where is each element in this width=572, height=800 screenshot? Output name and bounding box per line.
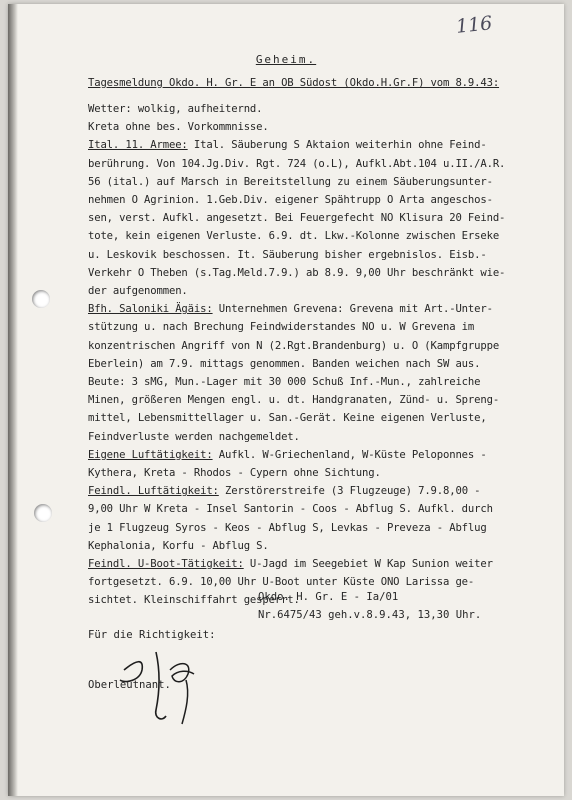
section-heading: Eigene Luftätigkeit: — [88, 448, 213, 461]
report-line: Wetter: wolkig, aufheiternd. — [88, 103, 263, 115]
report-line: berührung. Von 104.Jg.Div. Rgt. 724 (o.L), Aufkl.Abt.104 u.II./A.R. — [88, 157, 506, 170]
report-line: Verkehr O Theben (s.Tag.Meld.7.9.) ab 8.9. 9,00 Uhr beschränkt wie- — [88, 266, 506, 279]
report-line — [88, 557, 493, 571]
report-line — [88, 138, 487, 152]
report-line: sen, verst. Aufkl. angesetzt. Bei Feuergefecht NO Klisura 20 Feind- — [88, 212, 506, 225]
report-line — [88, 484, 480, 498]
report-line: 56 (ital.) auf Marsch in Bereitstellung zu einem Säuberungsunter- — [88, 175, 493, 188]
page-edge-shadow — [8, 4, 18, 796]
section-heading: Feindl. Luftätigkeit: — [88, 485, 219, 498]
report-line: fortgesetzt. 6.9. 10,00 Uhr U-Boot unter Küste ONO Larissa ge- — [88, 576, 475, 589]
report-line: mittel, Lebensmittellager u. San.-Gerät. Keine eigenen Verluste, — [88, 412, 487, 425]
report-line: u. Leskovik beschossen. It. Säuberung bisher ergebnislos. Eisb.- — [88, 248, 487, 261]
section-heading: Feindl. U-Boot-Tätigkeit: — [88, 558, 244, 570]
document-title: Geheim. — [255, 53, 317, 66]
line-text: Unternehmen Grevena: Grevena mit Art.-Unter- — [212, 303, 493, 316]
report-line — [88, 302, 493, 316]
sender-line-1: Okdo. H. Gr. E - Ia/01 — [258, 591, 399, 603]
report-line: Kreta ohne bes. Vorkommnisse. — [88, 121, 269, 134]
report-line: Eberlein) am 7.9. mittags genommen. Banden weichen nach SW aus. — [88, 357, 481, 370]
report-line: Feindverluste werden nachgemeldet. — [88, 430, 300, 443]
report-line: Kythera, Kreta - Rhodos - Cypern ohne Sichtung. — [88, 467, 381, 479]
report-line: 9,00 Uhr W Kreta - Insel Santorin - Coos - Abflug S. Aufkl. durch — [88, 503, 493, 516]
document-page — [8, 4, 564, 796]
section-heading: Bfh. Saloniki Ägäis: — [88, 303, 213, 316]
report-line — [88, 448, 487, 462]
signature-rank: Oberleutnant. — [88, 679, 171, 691]
line-text: Zerstörerstreife (3 Flugzeuge) 7.9.8,00 - — [218, 485, 481, 498]
archive-number-handwritten: 116 — [454, 12, 494, 38]
report-line: Kephalonia, Korfu - Abflug S. — [88, 539, 269, 552]
report-line: nehmen O Agrinion. 1.Geb.Div. eigener Spähtrupp O Arta angeschos- — [88, 194, 493, 206]
section-heading: Ital. 11. Armee: — [88, 139, 188, 152]
punch-hole-bottom — [34, 504, 52, 522]
line-text: Aufkl. W-Griechenland, W-Küste Peloponnes - — [212, 448, 487, 461]
report-line: Beute: 3 sMG, Mun.-Lager mit 30 000 Schuß Inf.-Mun., zahlreiche — [88, 376, 481, 388]
punch-hole-top — [32, 290, 50, 308]
line-text: U-Jagd im Seegebiet W Kap Sunion weiter — [243, 558, 493, 570]
report-line: je 1 Flugzeug Syros - Keos - Abflug S, Levkas - Preveza - Abflug — [88, 521, 487, 534]
report-line: sichtet. Kleinschiffahrt gesperrt. — [88, 594, 300, 607]
certification-label: Für die Richtigkeit: — [88, 629, 216, 641]
report-header: Tagesmeldung Okdo. H. Gr. E an OB Südost (Okdo.H.Gr.F) vom 8.9.43: — [88, 77, 500, 89]
report-line: konzentrischen Angriff von N (2.Rgt.Brandenburg) u. O (Kampfgruppe — [88, 339, 500, 352]
report-line: tote, kein eigenen Verluste. 6.9. dt. Lkw.-Kolonne zwischen Erseke — [88, 230, 500, 243]
report-line: stützung u. nach Brechung Feindwiderstandes NO u. W Grevena im — [88, 321, 475, 334]
report-line: Minen, größeren Mengen engl. u. dt. Handgranaten, Zünd- u. Spreng- — [88, 394, 500, 407]
sender-line-2: Nr.6475/43 geh.v.8.9.43, 13,30 Uhr. — [258, 609, 482, 621]
report-line: der aufgenommen. — [88, 285, 188, 297]
line-text: Ital. Säuberung S Aktaion weiterhin ohne Feind- — [187, 139, 487, 152]
